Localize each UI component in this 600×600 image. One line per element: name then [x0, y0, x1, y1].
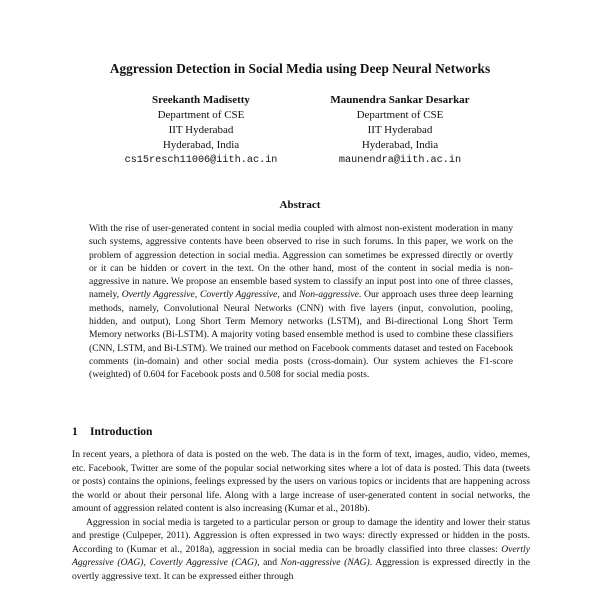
author-department: Department of CSE	[356, 109, 444, 121]
separator: , and	[257, 557, 281, 568]
class-label: Overtly Aggressive	[121, 289, 195, 301]
paragraph-text: Aggression in social media is targeted to a particular person or group to damage the identity and lower their status and prestige (Culpeper, 2011). Aggression is often expressed in two ways: directly expressed or hidden in the posts. According to (Kumar et al., 2018a), aggression in social media can be broadly classified into three classes:	[72, 516, 530, 555]
section-number: 1	[72, 426, 78, 438]
author-location: Hyderabad, India	[361, 139, 439, 151]
author-department: Department of CSE	[157, 109, 245, 121]
author-name: Sreekanth Madisetty	[152, 94, 250, 106]
paper-title: Aggression Detection in Social Media using Deep Neural Networks	[109, 61, 491, 76]
paragraph	[72, 516, 530, 584]
abstract-part: With the rise of user-generated content in social media coupled with almost non-existent moderation in many such systems, aggressive contents have been observed to rise in such forums. In this paper, we work on the problem of aggression detection in social media. Aggression can sometimes be expressed directly or overtly or it can be hidden or covert in the text. On the other hand, most of the content in social media is non-aggressive in nature. We propose an ensemble based system to classify an input post into one of three classes, namely,	[89, 223, 513, 301]
abstract-text	[89, 222, 513, 382]
author-block-1	[101, 93, 301, 168]
paragraph: In recent years, a plethora of data is posted on the web. The data is in the form of text, images, audio, video, memes, etc. Facebook, Twitter are some of the popular social networking sites where a lot of data is posted. This data (tweets or posts) contains the opinions, feelings expressed by the users on various topics or incidents that are happening across the world or about their personal life. Along with a large increase of user-generated content in social networks, the amount of aggression related content is also increasing (Kumar et al., 2018b).	[72, 449, 530, 514]
author-email: cs15resch11006@iith.ac.in	[124, 155, 278, 166]
separator: ,	[194, 289, 200, 301]
class-label: Overtly Aggressive (OAG)	[72, 543, 530, 568]
class-label: Covertly Aggressive	[199, 289, 278, 301]
section-heading	[72, 426, 152, 438]
separator: ,	[143, 557, 150, 568]
author-block-2	[300, 93, 500, 168]
paragraph-text: . Aggression is expressed directly in the overtly aggressive text. It can be expressed either through	[72, 557, 531, 582]
author-email: maunendra@iith.ac.in	[338, 155, 462, 166]
class-label: Non-aggressive	[299, 289, 359, 301]
section-title: Introduction	[90, 426, 153, 438]
separator: , and	[277, 289, 300, 301]
author-institution: IIT Hyderabad	[168, 124, 234, 136]
abstract-part: . Our approach uses three deep learning methods, namely, Convolutional Neural Networks (CNN) with five layers (input, convolution, pooling, hidden, and output), Long Short Term Memory networks (LSTM), and Bi-directional Long Short Term Memory networks (Bi-LSTM). A majority voting based ensemble method is used to combine these classifiers (CNN, LSTM, and Bi-LSTM). We trained our method on Facebook comments dataset and tested on Facebook comments (in-domain) and other social media posts (cross-domain). Our system achieves the F1-score (weighted) of 0.604 for Facebook posts and 0.508 for social media posts.	[89, 289, 514, 381]
author-name: Maunendra Sankar Desarkar	[330, 94, 470, 106]
section-body	[72, 448, 530, 583]
author-institution: IIT Hyderabad	[367, 124, 433, 136]
class-label: Non-aggressive (NAG)	[280, 557, 370, 568]
abstract-heading: Abstract	[279, 199, 321, 211]
author-location: Hyderabad, India	[162, 139, 240, 151]
class-label: Covertly Aggressive (CAG)	[149, 557, 258, 568]
